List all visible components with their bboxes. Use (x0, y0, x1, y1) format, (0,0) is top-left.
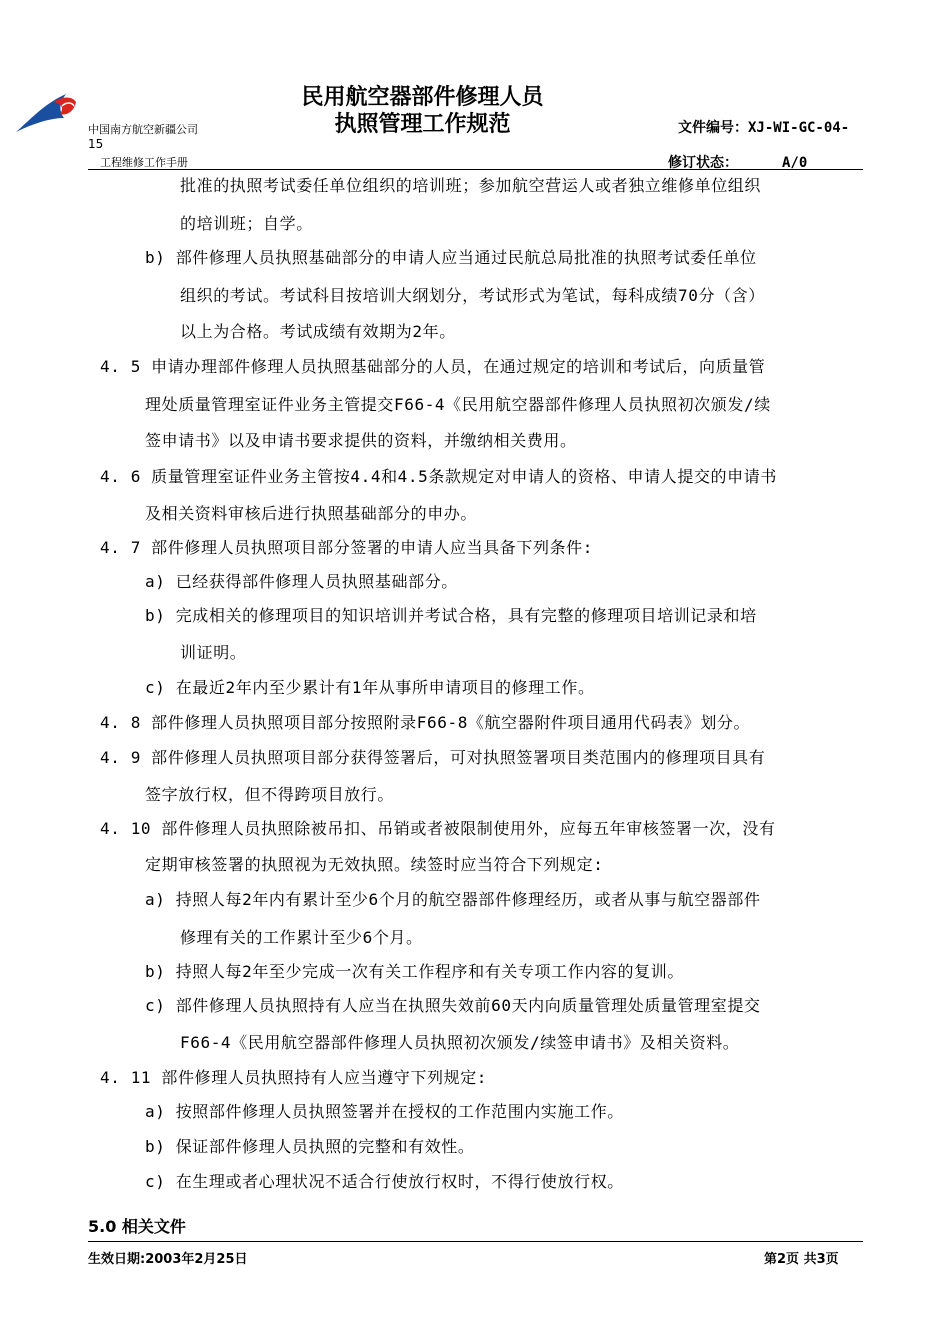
text-line: 签申请书》以及申请书要求提供的资料，并缴纳相关费用。 (145, 431, 577, 450)
text-line: 4. 7 部件修理人员执照项目部分签署的申请人应当具备下列条件: (100, 538, 593, 557)
text-line: b) 完成相关的修理项目的知识培训并考试合格，具有完整的修理项目培训记录和培 (145, 606, 757, 625)
revision-label: 修订状态： (668, 155, 738, 171)
text-line: 4. 10 部件修理人员执照除被吊扣、吊销或者被限制使用外，应每五年审核签署一次，没有 (100, 819, 776, 838)
text-line: 及相关资料审核后进行执照基础部分的申办。 (145, 504, 478, 523)
section-heading: 5.0 相关文件 (88, 1217, 186, 1236)
title-line-2: 执照管理工作规范 (334, 112, 511, 137)
text-line: 定期审核签署的执照视为无效执照。续签时应当符合下列规定: (145, 855, 604, 874)
text-line: 以上为合格。考试成绩有效期为2年。 (180, 322, 456, 341)
text-line: 4. 8 部件修理人员执照项目部分按照附录F66-8《航空器附件项目通用代码表》划分。 (100, 713, 751, 732)
text-line: c) 在生理或者心理状况不适合行使放行权时，不得行使放行权。 (145, 1172, 624, 1191)
text-line: 训证明。 (180, 643, 247, 662)
text-line: 组织的考试。考试科目按培训大纲划分，考试形式为笔试，每科成绩70分（含） (180, 286, 765, 305)
page-info: 第2页 共3页 (764, 1252, 839, 1267)
effective-date: 生效日期:2003年2月25日 (88, 1252, 248, 1267)
text-line: 签字放行权，但不得跨项目放行。 (145, 785, 395, 804)
text-line: b) 保证部件修理人员执照的完整和有效性。 (145, 1137, 475, 1156)
text-line: 批准的执照考试委任单位组织的培训班；参加航空营运人或者独立维修单位组织 (180, 176, 762, 195)
manual-name: 工程维修工作手册 (100, 156, 188, 169)
company-name: 中国南方航空新疆公司 (88, 123, 198, 136)
text-line: a) 持照人每2年内有累计至少6个月的航空器部件修理经历，或者从事与航空器部件 (145, 890, 761, 909)
text-line: 修理有关的工作累计至少6个月。 (180, 928, 423, 947)
title-line-1: 民用航空器部件修理人员 (301, 85, 544, 110)
text-line: 4. 6 质量管理室证件业务主管按4.4和4.5条款规定对申请人的资格、申请人提交的申请书 (100, 467, 777, 486)
page-code: 15 (88, 137, 104, 151)
text-line: 4. 5 申请办理部件修理人员执照基础部分的人员，在通过规定的培训和考试后，向质量管 (100, 357, 766, 376)
text-line: b) 部件修理人员执照基础部分的申请人应当通过民航总局批准的执照考试委任单位 (145, 248, 757, 267)
text-line: c) 在最近2年内至少累计有1年从事所申请项目的修理工作。 (145, 678, 595, 697)
footer-divider (88, 1241, 863, 1242)
text-line: b) 持照人每2年至少完成一次有关工作程序和有关专项工作内容的复训。 (145, 962, 684, 981)
revision-value: A/0 (782, 155, 808, 171)
text-line: 理处质量管理室证件业务主管提交F66-4《民用航空器部件修理人员执照初次颁发/续 (145, 395, 771, 414)
document-number: 文件编号：XJ-WI-GC-04- (678, 120, 850, 136)
text-line: 的培训班；自学。 (180, 214, 313, 233)
text-line: c) 部件修理人员执照持有人应当在执照失效前60天内向质量管理处质量管理室提交 (145, 996, 761, 1015)
text-line: 4. 9 部件修理人员执照项目部分获得签署后，可对执照签署项目类范围内的修理项目具有 (100, 748, 766, 767)
text-line: F66-4《民用航空器部件修理人员执照初次颁发/续签申请书》及相关资料。 (180, 1033, 740, 1052)
text-line: 4. 11 部件修理人员执照持有人应当遵守下列规定: (100, 1068, 488, 1087)
text-line: a) 已经获得部件修理人员执照基础部分。 (145, 572, 458, 591)
text-line: a) 按照部件修理人员执照签署并在授权的工作范围内实施工作。 (145, 1102, 624, 1121)
